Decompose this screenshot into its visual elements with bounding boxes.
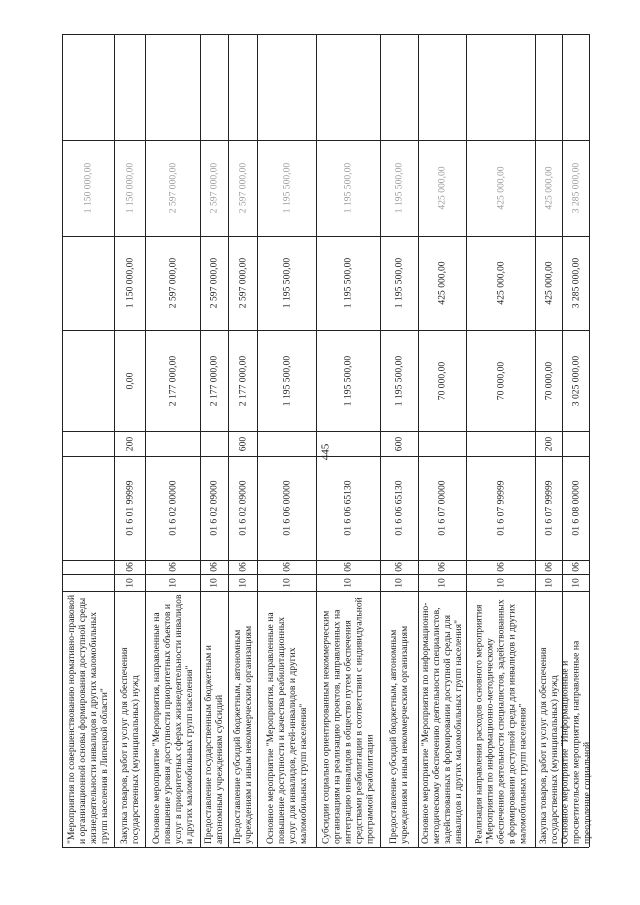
row-pr: 06 xyxy=(543,562,554,572)
table-cell xyxy=(257,574,316,591)
table-cell xyxy=(62,431,114,456)
row-sum-2: 425 000,00 xyxy=(495,261,506,305)
table-cell xyxy=(535,330,562,431)
table-cell xyxy=(200,456,228,560)
row-label: Основное мероприятие "Информационные и просветительские мероприятия, направленные на преодоление социальной xyxy=(559,640,592,844)
table-column-divider xyxy=(62,34,589,35)
table-cell xyxy=(62,456,114,560)
row-csr: 01 6 06 00000 xyxy=(281,480,292,536)
table-cell xyxy=(257,456,316,560)
table-cell xyxy=(418,591,466,847)
table-cell xyxy=(559,591,592,847)
table-cell xyxy=(145,591,200,847)
row-label: Закупка товаров, работ и услуг для обеспечения государственных (муниципальных) нужд xyxy=(537,647,560,844)
table-cell xyxy=(535,456,562,560)
row-vr: 600 xyxy=(237,436,248,451)
table-cell xyxy=(228,560,257,574)
row-rz: 10 xyxy=(393,577,405,588)
table-cell xyxy=(316,560,380,574)
row-rz: 10 xyxy=(281,577,292,588)
row-pr: 06 xyxy=(208,562,220,572)
row-csr: 01 6 02 09000 xyxy=(237,480,248,536)
row-sum-1: 70 000,00 xyxy=(543,361,554,400)
table-cell xyxy=(62,591,114,847)
row-csr: 01 6 07 00000 xyxy=(436,480,448,536)
row-label: Основное мероприятие "Мероприятия, направленные на повышение доступности и качества реабилитационных услуг для инвалидов, детей-инвалидов и других маломобильных групп населения" xyxy=(264,612,309,844)
table-cell xyxy=(380,560,418,574)
table-cell xyxy=(62,560,114,574)
row-csr: 01 6 07 99999 xyxy=(495,480,506,536)
table-cell xyxy=(418,560,466,574)
row-sum-3: 1 150 000,00 xyxy=(124,162,135,214)
table-cell xyxy=(228,431,257,456)
table-cell xyxy=(466,574,535,591)
row-csr: 01 6 01 99999 xyxy=(124,480,135,536)
table-cell xyxy=(418,456,466,560)
row-csr: 01 6 02 00000 xyxy=(167,480,178,536)
table-cell xyxy=(562,140,589,236)
row-sum-2: 2 597 000,00 xyxy=(237,257,248,309)
row-rz: 10 xyxy=(543,577,554,588)
row-label: Субсидии социально ориентированным некоммерческим организациям на реализацию проектов, направленных на интеграцию инвалидов в общество путем обеспечения средствами реабилитации в соответствии с индивидуальной программой реабилитации xyxy=(320,597,376,844)
table-cell xyxy=(200,591,228,847)
table-cell xyxy=(535,236,562,330)
row-label: Закупка товаров, работ и услуг для обеспечения государственных (муниципальных) нужд xyxy=(118,647,141,844)
table-cell xyxy=(380,456,418,560)
row-sum-1: 1 195 500,00 xyxy=(342,355,354,406)
row-label: Предоставление субсидий бюджетным, автономным учреждениям и иным некоммерческим организациям xyxy=(388,625,410,844)
table-cell xyxy=(200,330,228,431)
row-sum-3: 1 195 500,00 xyxy=(342,162,354,214)
table-cell xyxy=(62,574,114,591)
table-cell xyxy=(316,591,380,847)
table-cell xyxy=(114,431,145,456)
row-csr: 01 6 08 00000 xyxy=(570,480,581,536)
table-cell xyxy=(145,456,200,560)
table-cell xyxy=(418,431,466,456)
row-sum-3: 2 597 000,00 xyxy=(237,162,248,214)
row-label: Предоставление субсидий бюджетным, автономным учреждениям и иным некоммерческим организациям xyxy=(231,625,254,844)
table-cell xyxy=(316,330,380,431)
table-cell xyxy=(562,330,589,431)
table-cell xyxy=(257,591,316,847)
row-sum-3: 425 000,00 xyxy=(495,166,506,210)
table-cell xyxy=(535,431,562,456)
table-cell xyxy=(62,140,114,236)
table-cell xyxy=(466,431,535,456)
table-cell xyxy=(535,591,562,847)
row-sum-3: 1 195 500,00 xyxy=(281,162,292,214)
table-cell xyxy=(380,431,418,456)
row-rz: 10 xyxy=(570,577,581,588)
row-sum-3: 2 597 000,00 xyxy=(167,162,178,214)
row-pr: 06 xyxy=(237,562,248,572)
table-cell xyxy=(466,560,535,574)
table-cell xyxy=(145,431,200,456)
table-cell xyxy=(380,330,418,431)
table-cell xyxy=(200,574,228,591)
row-vr: 200 xyxy=(124,436,135,451)
row-rz: 10 xyxy=(436,577,448,588)
table-cell xyxy=(257,560,316,574)
table-cell xyxy=(562,560,589,574)
row-label: Основное мероприятие "Мероприятия по информационно-методическому обеспечению деятельности специалистов, задействованных в формировании доступной среды для инвалидов и других маломобильных групп населения" xyxy=(420,602,464,844)
table-cell xyxy=(380,236,418,330)
table-cell xyxy=(418,330,466,431)
row-sum-1: 2 177 000,00 xyxy=(237,355,248,406)
table-cell xyxy=(418,140,466,236)
table-cell xyxy=(228,330,257,431)
table-cell xyxy=(145,574,200,591)
table-cell xyxy=(562,236,589,330)
table-cell xyxy=(535,140,562,236)
table-cell xyxy=(466,456,535,560)
row-rz: 10 xyxy=(208,577,220,588)
table-cell xyxy=(228,574,257,591)
table-cell xyxy=(466,591,535,847)
table-cell xyxy=(316,431,380,456)
table-cell xyxy=(257,236,316,330)
table-cell xyxy=(562,456,589,560)
row-sum-3: 2 597 000,00 xyxy=(208,162,220,214)
table-cell xyxy=(380,140,418,236)
table-cell xyxy=(145,560,200,574)
table-cell xyxy=(114,591,145,847)
row-vr: 600 xyxy=(393,436,405,451)
table-cell xyxy=(562,574,589,591)
table-cell xyxy=(228,591,257,847)
table-column-divider xyxy=(62,847,589,848)
table-cell xyxy=(114,330,145,431)
row-sum-2: 1 150 000,00 xyxy=(124,257,135,309)
row-pr: 06 xyxy=(281,562,292,572)
row-pr: 06 xyxy=(570,562,581,572)
row-sum-2: 425 000,00 xyxy=(436,261,448,305)
table-cell xyxy=(466,236,535,330)
row-pr: 06 xyxy=(124,562,135,572)
table-cell xyxy=(257,140,316,236)
table-cell xyxy=(380,591,418,847)
table-cell xyxy=(200,431,228,456)
table-cell xyxy=(562,431,589,456)
row-label: Основное мероприятие "Мероприятия, направленные на повышение уровня доступности приоритетных объектов и услуг в приоритетных сферах жизнедеятельности инвалидов и других маломобильных групп населения" xyxy=(150,594,195,844)
row-sum-2: 1 195 500,00 xyxy=(393,257,405,309)
row-rz: 10 xyxy=(167,577,178,588)
table-cell xyxy=(200,140,228,236)
row-sum-1: 2 177 000,00 xyxy=(208,355,220,406)
row-csr: 01 6 06 65130 xyxy=(342,480,354,536)
table-cell xyxy=(200,236,228,330)
row-rz: 10 xyxy=(342,577,354,588)
table-cell xyxy=(257,431,316,456)
table-cell xyxy=(228,140,257,236)
row-sum-2: 2 597 000,00 xyxy=(208,257,220,309)
row-sum-2: 425 000,00 xyxy=(543,261,554,305)
table-cell xyxy=(418,236,466,330)
row-vr: 200 xyxy=(543,436,554,451)
row-sum-1: 3 025 000,00 xyxy=(570,355,581,406)
row-label: Реализация направления расходов основного мероприятия "Мероприятия по информационно-методическому обеспечению деятельности специалистов, задействованных в формировании доступной среды для инвалидов и других маломобильных групп населения" xyxy=(473,599,528,844)
row-csr: 01 6 02 09000 xyxy=(208,480,220,536)
page-number-text: 445 xyxy=(319,443,331,461)
table-cell xyxy=(466,330,535,431)
row-pr: 06 xyxy=(393,562,405,572)
row-sum-1: 70 000,00 xyxy=(436,361,448,400)
row-pr: 06 xyxy=(495,562,506,572)
row-sum-3: 425 000,00 xyxy=(543,166,554,210)
table-cell xyxy=(316,456,380,560)
row-sum-1: 0,00 xyxy=(124,372,135,389)
row-sum-2: 2 597 000,00 xyxy=(167,257,178,309)
table-cell xyxy=(418,574,466,591)
row-rz: 10 xyxy=(237,577,248,588)
table-cell xyxy=(62,236,114,330)
table-cell xyxy=(145,140,200,236)
row-rz: 10 xyxy=(124,577,135,588)
table-cell xyxy=(228,456,257,560)
row-sum-2: 1 195 500,00 xyxy=(342,257,354,309)
row-sum-2: 3 285 000,00 xyxy=(570,257,581,309)
row-pr: 06 xyxy=(167,562,178,572)
row-sum-3: 1 150 000,00 xyxy=(82,162,94,214)
row-rz: 10 xyxy=(495,577,506,588)
row-pr: 06 xyxy=(342,562,354,572)
row-csr: 01 6 07 99999 xyxy=(543,480,554,536)
row-sum-3: 425 000,00 xyxy=(436,166,448,210)
row-pr: 06 xyxy=(436,562,448,572)
table-cell xyxy=(380,574,418,591)
table-cell xyxy=(257,330,316,431)
table-cell xyxy=(62,330,114,431)
table-cell xyxy=(316,236,380,330)
table-cell xyxy=(466,140,535,236)
row-label: "Мероприятия по совершенствованию нормативно-правовой и организационной основы формирования доступной среды жизнедеятельности инвалидов и других маломобильных групп населения в Липецкой области" xyxy=(66,594,110,844)
table-cell xyxy=(535,574,562,591)
row-sum-3: 1 195 500,00 xyxy=(393,162,405,214)
table-cell xyxy=(114,560,145,574)
row-sum-3: 3 285 000,00 xyxy=(570,162,581,214)
row-sum-1: 2 177 000,00 xyxy=(167,355,178,406)
row-csr: 01 6 06 65130 xyxy=(393,480,405,536)
table-cell xyxy=(228,236,257,330)
table-cell xyxy=(114,140,145,236)
table-cell xyxy=(316,574,380,591)
table-cell xyxy=(535,560,562,574)
table-cell xyxy=(114,456,145,560)
row-sum-1: 1 195 500,00 xyxy=(281,355,292,406)
table-cell xyxy=(316,140,380,236)
row-sum-1: 70 000,00 xyxy=(495,361,506,400)
table-cell xyxy=(145,236,200,330)
table-cell xyxy=(114,236,145,330)
row-sum-2: 1 195 500,00 xyxy=(281,257,292,309)
table-cell xyxy=(114,574,145,591)
table-cell xyxy=(145,330,200,431)
table-cell xyxy=(200,560,228,574)
row-sum-1: 1 195 500,00 xyxy=(393,355,405,406)
row-label: Предоставление государственным бюджетным и автономным учреждениям субсидий xyxy=(203,645,225,844)
